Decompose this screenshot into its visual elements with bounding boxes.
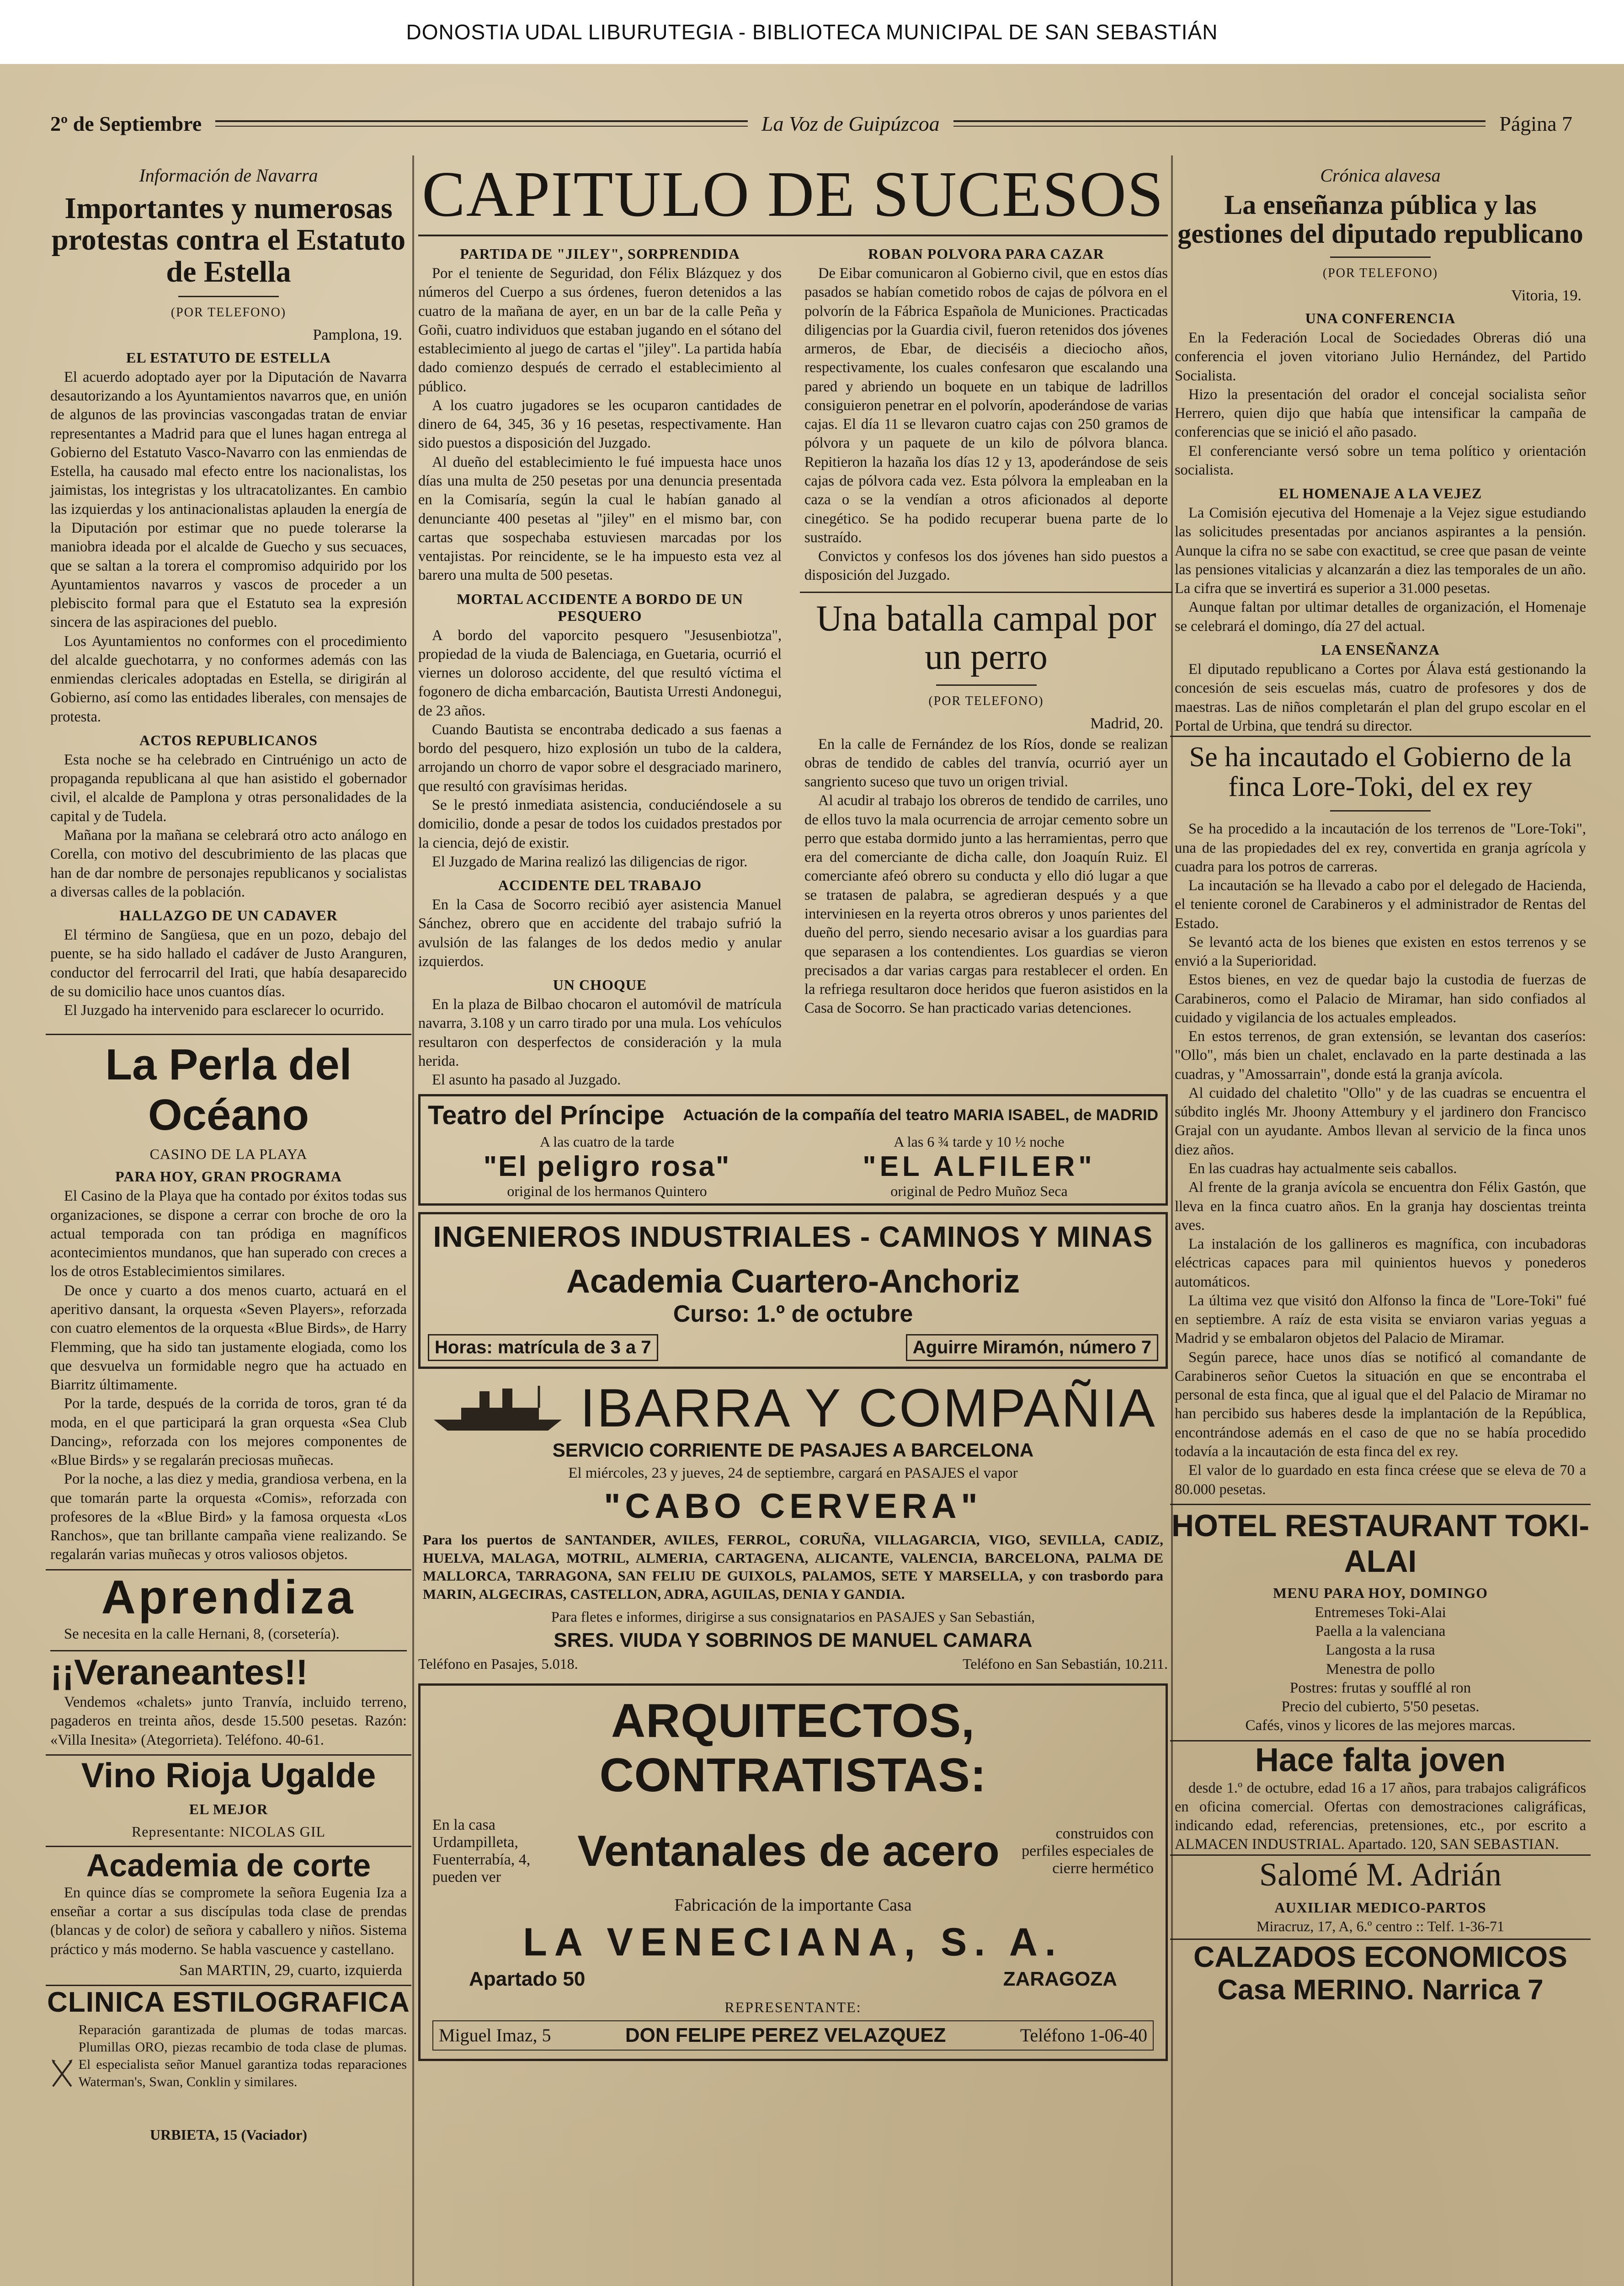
paragraph: Al frente de la granja avícola se encuentra don Félix Gastón, que lleva en la finca cuatro años. En la granja hay doscientas treinta aves. bbox=[1175, 1179, 1586, 1234]
ad-clinica-title: CLINICA ESTILOGRAFICA bbox=[46, 1985, 411, 2019]
dateline-place: Madrid, 20. bbox=[1090, 715, 1163, 732]
ad-academia-title: Academia de corte bbox=[46, 1846, 411, 1884]
paragraph: En la Casa de Socorro recibió ayer asistencia Manuel Sánchez, obrero que en accidente del trabajo sufrió la avulsión de las falanges de los dedos medio y anular izquierdos. bbox=[418, 897, 782, 970]
column-right bbox=[1170, 155, 1591, 2006]
paragraph: A los cuatro jugadores se les ocuparon cantidades de dinero de 64, 345, 36 y 16 pesetas, respectivamente. Han sido puestos a disposición del Juzgado. bbox=[418, 397, 782, 452]
paragraph: La instalación de los gallineros es magnífica, con incubadoras eléctricas capaces para mil quinientos huevos y ponederos automáticos. bbox=[1175, 1236, 1586, 1290]
column-left bbox=[46, 155, 411, 2143]
paragraph: Estos bienes, en vez de quedar bajo la custodia de fuerzas de Carabineros, como el Palacio de Miramar, han sido confiados al cuidado y vigilancia de los actuales empleados. bbox=[1175, 972, 1586, 1026]
ad-hotel-menu: MENU PARA HOY, DOMINGO bbox=[1273, 1584, 1488, 1601]
subheading: UNA CONFERENCIA bbox=[1305, 310, 1456, 326]
subheading: EL ESTATUTO DE ESTELLA bbox=[126, 349, 331, 366]
ad-hotel-title: HOTEL RESTAURANT TOKI-ALAI bbox=[1170, 1504, 1591, 1579]
ad-arquitectos-title: ARQUITECTOS, CONTRATISTAS: bbox=[599, 1694, 987, 1802]
ad-teatro-play: "El peligro rosa" bbox=[483, 1151, 731, 1183]
paragraph: Por la tarde, después de la corrida de toros, gran té da moda, en el que participará la gran orquesta «Sea Club Dancing», reforzada con los mejores componentes de «Blue Birds» y se regalarán preciosas muñecas. bbox=[50, 1395, 407, 1469]
dateline-place: Pamplona, 19. bbox=[313, 326, 402, 343]
ad-perla-title: La Perla del Océano bbox=[46, 1034, 411, 1140]
masthead-rule-left bbox=[215, 120, 748, 127]
paragraph: Mañana por la mañana se celebrará otro acto análogo en Corella, con motivo del descubrimiento de las placas que han de dar nombre de personajes republicanos y socialistas a diversas calles de la población. bbox=[50, 827, 407, 900]
ad-perla-subtitle: CASINO DE LA PLAYA bbox=[149, 1146, 308, 1163]
subheading: ACCIDENTE DEL TRABAJO bbox=[498, 877, 702, 894]
paragraph: El Juzgado ha intervenido para esclarecer lo ocurrido. bbox=[64, 1002, 384, 1019]
ad-salome-title: Salomé M. Adrián bbox=[1170, 1854, 1591, 1894]
newspaper-page bbox=[0, 64, 1624, 2286]
ad-clinica-address: URBIETA, 15 (Vaciador) bbox=[149, 2126, 307, 2143]
ad-teatro-title: Teatro del Príncipe bbox=[428, 1100, 665, 1131]
ad-arquitectos-city: ZARAGOZA bbox=[1003, 1967, 1117, 1990]
masthead-page: Página 7 bbox=[1499, 112, 1572, 135]
ad-ingenieros-hours: Horas: matrícula de 3 a 7 bbox=[428, 1334, 658, 1361]
ad-teatro-time: A las cuatro de la tarde bbox=[539, 1133, 675, 1150]
paragraph: Por la noche, a las diez y media, grandiosa verbena, en la que tomarán parte la orquesta «Comis», reforzada con profesores de la «Blue Bird» y la famosa orquesta «Los Ranchos», que tan brillante campaña viene realizando. Se regalarán varias muñecas y otros valiosos objetos. bbox=[50, 1471, 407, 1563]
divider bbox=[178, 296, 279, 297]
ad-arquitectos-box: Apartado 50 bbox=[469, 1967, 586, 1990]
fountain-pen-icon bbox=[50, 2021, 74, 2126]
ad-ibarra-agents: SRES. VIUDA Y SOBRINOS DE MANUEL CAMARA bbox=[554, 1629, 1033, 1651]
ad-ibarra-title: IBARRA Y COMPAÑIA bbox=[580, 1378, 1157, 1439]
ad-aprendiza-text: Se necesita en la calle Hernani, 8, (corsetería). bbox=[64, 1625, 340, 1642]
paragraph: Al acudir al trabajo los obreros de tendido de carriles, uno de ellos tuvo la mala ocurrencia de arrojar cemento sobre un perro que estaba dormido junto a las herramientas, perro que era del comerciante de dicha calle, don Joaquín Ruiz. El comerciante afeó obrero su conducta y ello dió lugar a que se tratasen de palabra, se agredieran después y a que interviniesen en la reyerta otros obreros y unos parientes del dueño del perro, siendo necesario avisar a los guardias para que separasen a los contendientes. Los guardias se vieron precisados a dar varias cargas para restablecer el orden. En la refriega resultaron doce heridos que fueron asistidos en la Casa de Socorro. Se han practicado varias detenciones. bbox=[804, 792, 1168, 1017]
subheading: ROBAN POLVORA PARA CAZAR bbox=[868, 246, 1104, 262]
article-headline: Importantes y numerosas protestas contra el Estatuto de Estella bbox=[51, 192, 406, 288]
ad-perla-subtitle: PARA HOY, GRAN PROGRAMA bbox=[115, 1168, 342, 1185]
paragraph: Convictos y confesos los dos jóvenes han sido puestos a disposición del Juzgado. bbox=[804, 548, 1168, 584]
ad-teatro-play: "EL ALFILER" bbox=[863, 1151, 1096, 1183]
ad-vino-title: Vino Rioja Ugalde bbox=[46, 1754, 411, 1795]
ad-ibarra-dates: El miércoles, 23 y jueves, 24 de septiembre, cargará en PASAJES el vapor bbox=[568, 1465, 1018, 1482]
ad-veraneantes-text: Vendemos «chalets» junto Tranvía, incluido terreno, pagaderos en treinta años, desde 15.500 pesetas. Razón: «Villa Inesita» (Ategorrieta). Teléfono. 40-61. bbox=[50, 1693, 407, 1748]
ad-arquitectos-rep-address: Miguel Imaz, 5 bbox=[439, 2025, 551, 2046]
paragraph: En la plaza de Bilbao chocaron el automóvil de matrícula navarra, 3.108 y un carro tirado por una mula. Los vehículos resultaron con desperfectos de consideración y la mula herida. bbox=[418, 996, 782, 1069]
ad-arquitectos-right: construidos con perfiles especiales de cierre hermético bbox=[1022, 1825, 1154, 1877]
paragraph: El Juzgado de Marina realizó las diligencias de rigor. bbox=[432, 853, 748, 870]
dateline-source: (POR TELEFONO) bbox=[170, 305, 287, 320]
ad-ingenieros-course: Curso: 1.º de octubre bbox=[673, 1301, 913, 1328]
ad-hotel-item: Cafés, vinos y licores de las mejores marcas. bbox=[1245, 1717, 1516, 1734]
dateline-place: Vitoria, 19. bbox=[1511, 287, 1581, 304]
ad-teatro-subtitle: Actuación de la compañía del teatro MARIA ISABEL, de MADRID bbox=[683, 1106, 1158, 1124]
ad-salome-subtitle: AUXILIAR MEDICO-PARTOS bbox=[1274, 1899, 1486, 1916]
paragraph: Se levantó acta de los bienes que existen en estos terrenos y se envió a la Superioridad. bbox=[1175, 934, 1586, 970]
subheading: EL HOMENAJE A LA VEJEZ bbox=[1278, 485, 1482, 502]
paragraph: La incautación se ha llevado a cabo por el delegado de Hacienda, el teniente coronel de Carabineros y el administrador de Rentas del Estado. bbox=[1175, 877, 1586, 932]
paragraph: Los Ayuntamientos no conformes con el procedimiento del alcalde guechotarra, y no conformes además con las enmiendas clericales adoptadas en Estella, se dirigirán al Gobierno, así como las entidades liberales, con mensajes de protesta. bbox=[50, 633, 407, 725]
paragraph: Al cuidado del chaletito "Ollo" y de las cuadras se encuentra el súbdito inglés Mr. Jhoony Attembury y el jardinero don Francisco Grajal con un ayudante. Ambos llevan al servicio de la finca unos diez años. bbox=[1175, 1084, 1586, 1158]
subheading: PARTIDA DE "JILEY", SORPRENDIDA bbox=[460, 246, 740, 262]
paragraph: Al dueño del establecimiento le fué impuesta hace unos días una multa de 250 pesetas por una denuncia presentada en la Comisaría, según la cual le habían ganado al denunciante 400 pesetas al "jiley" en el mismo bar, con cartas que sospechaba estuviesen marcadas por los ventajistas. Por reincidente, se le ha impuesto esta vez al barero una multa de 500 pesetas. bbox=[418, 454, 782, 584]
paragraph: De once y cuarto a dos menos cuarto, actuará en el aperitivo dansant, la orquesta «Seven Players», reforzada con cuatro elementos de la orquesta «Blue Birds», de Harry Flemming, que ha sido tan justamente elogiada, como los que desvuelva un formidable negro que ha actuado en Biarritz últimamente. bbox=[50, 1282, 407, 1394]
ad-teatro bbox=[418, 1094, 1168, 1206]
dateline-source: (POR TELEFONO) bbox=[1322, 266, 1438, 280]
ad-arquitectos-product: Ventanales de acero bbox=[577, 1826, 1000, 1875]
paragraph: A bordo del vaporcito pesquero "Jesusenbiotza", propiedad de la viuda de Balenciaga, en Guetaria, ocurrió el viernes un doloroso accidente, del que resultó víctima el fogonero de dicha embarcación, Bautista Urresti Andonegui, de 23 años. bbox=[418, 627, 782, 719]
subheading: UN CHOQUE bbox=[553, 977, 647, 993]
ad-ibarra-phone: Teléfono en Pasajes, 5.018. bbox=[418, 1655, 578, 1672]
paragraph: En estos terrenos, de gran extensión, se levantan dos caseríos: "Ollo", más bien un chalet, enclavado en la parte destinada a las cuadras, y "Amossarrain", donde está la granja avícola. bbox=[1175, 1028, 1586, 1083]
ad-calzados-title: CALZADOS ECONOMICOS bbox=[1170, 1939, 1591, 1974]
ad-arquitectos-rep-label: REPRESENTANTE: bbox=[724, 1998, 862, 2015]
paragraph: El término de Sangüesa, que en un pozo, debajo del puente, se ha sido hallado el cadáver de Justo Aranguren, conductor del ferrocarril del Irati, que había desaparecido de su domicilio hace unos cuantos días. bbox=[50, 927, 407, 1000]
ad-ibarra-phone: Teléfono en San Sebastián, 10.211. bbox=[963, 1655, 1168, 1672]
ad-hotel-item: Postres: frutas y soufflé al ron bbox=[1289, 1679, 1471, 1696]
paragraph: De Eibar comunicaron al Gobierno civil, que en estos días pasados se habían cometido robos de cajas de pólvora en el polvorín de la Fábrica Española de Municiones. Practicadas diligencias por la Guardia civil, fueron retenidos dos jóvenes armeros, de Ebar, de dieciséis a dieciocho años, respectivamente, los cuales confesaron que escalando una pared y abriendo un boquete en un tabique de ladrillos consiguieron penetrar en el polvorín, apoderándose de varias cajas. El día 11 se llevaron cuatro cajas con 250 gramos de pólvora y un paquete de un kilo de pólvora blanca. Repitieron la hazaña los días 12 y 13, apoderándose de seis cajas de pólvora cada vez. Esta pólvora la empleaban en la caza o se la vendían a otros aficionados al deporte cinegético. Se ha podido recuperar buena parte de lo sustraído. bbox=[804, 265, 1168, 546]
masthead-rule-right bbox=[953, 120, 1486, 127]
column-center bbox=[414, 155, 1172, 2067]
ad-vino-line: EL MEJOR bbox=[189, 1800, 268, 1817]
paragraph: En las cuadras hay actualmente seis caballos. bbox=[1188, 1160, 1457, 1177]
ad-ibarra-service: SERVICIO CORRIENTE DE PASAJES A BARCELONA bbox=[552, 1439, 1034, 1461]
masthead-paper: La Voz de Guipúzcoa bbox=[761, 112, 940, 135]
ad-arquitectos-left: En la casa Urdampilleta, Fuenterrabía, 4, pueden ver bbox=[432, 1816, 531, 1885]
paragraph: Aunque faltan por ultimar detalles de organización, el Homenaje se celebrará el domingo, día 27 del actual. bbox=[1175, 599, 1586, 635]
ad-hotel-item: Langosta a la rusa bbox=[1326, 1642, 1435, 1659]
subheading: ACTOS REPUBLICANOS bbox=[139, 732, 318, 748]
article-headline: Una batalla campal por un perro bbox=[800, 592, 1172, 676]
dateline-source: (POR TELEFONO) bbox=[928, 694, 1044, 708]
ad-teatro-author: original de los hermanos Quintero bbox=[507, 1183, 707, 1200]
subheading: HALLAZGO DE UN CADAVER bbox=[119, 907, 338, 924]
ad-ingenieros-academy: Academia Cuartero-Anchoriz bbox=[566, 1263, 1020, 1300]
ad-veraneantes-title: ¡¡Veraneantes!! bbox=[50, 1650, 407, 1693]
article-headline: Se ha incautado el Gobierno de la finca Lore-Toki, del ex rey bbox=[1170, 736, 1591, 802]
ad-academia-text: En quince días se compromete la señora Eugenia Iza a enseñar a cortar a sus discípulas toda clase de prendas (blancas y de color) de señora y caballero y niños. Sistema práctico y más moderno. Se habla vascuence y castellano. bbox=[50, 1884, 407, 1958]
paragraph: Esta noche se ha celebrado en Cintruénigo un acto de propaganda republicana al que han asistido el gobernador civil, el alcalde de Pamplona y otras personalidades de la capital y de Tudela. bbox=[50, 751, 407, 825]
ad-academia-address: San MARTIN, 29, cuarto, izquierda bbox=[179, 1961, 402, 1979]
paragraph: Por el teniente de Seguridad, don Félix Blázquez y dos números del Cuerpo a sus órdenes, fueron detenidos a las cuatro de la mañana de ayer, en un bar de la calle Peña y Goñi, cuatro individuos que estaban jugando en el sótano del establecimiento al juego de cartas el "jiley". La partida había dado comienzo después de cerrado el establecimiento al público. bbox=[418, 265, 782, 395]
steamship-icon bbox=[429, 1383, 566, 1433]
ad-ingenieros bbox=[418, 1212, 1168, 1369]
ad-hotel-item: Entremeses Toki-Alai bbox=[1315, 1604, 1446, 1621]
paragraph: Se ha procedido a la incautación de los terrenos de "Lore-Toki", una de las propiedades del ex rey, convertida en granja agrícola y cuadra para los potros de carreras. bbox=[1175, 821, 1586, 875]
ad-teatro-author: original de Pedro Muñoz Seca bbox=[890, 1183, 1068, 1200]
ad-hotel-item: Paella a la valenciana bbox=[1315, 1623, 1446, 1640]
paragraph: El Casino de la Playa que ha contado por éxitos todas sus organizaciones, se dispone a cerrar con broche de oro la actual temporada con tan pródiga en magníficos acontecimientos mundanos, que han superado con creces a los de otros Establecimientos similares. bbox=[50, 1188, 407, 1280]
ad-ingenieros-title: INGENIEROS INDUSTRIALES - CAMINOS Y MINAS bbox=[433, 1220, 1153, 1254]
section-title: Crónica alavesa bbox=[1320, 165, 1441, 186]
paragraph: El diputado republicano a Cortes por Álava está gestionando la concesión de seis escuelas más, cuatro de profesores y dos de maestras. Las de niños completarán el plan del grupo escolar en el Portal de Urbina, que tendrá su director. bbox=[1175, 661, 1586, 734]
masthead-date: 2º de Septiembre bbox=[50, 112, 202, 135]
ad-ibarra bbox=[418, 1377, 1168, 1672]
ad-arquitectos-company: LA VENECIANA, S. A. bbox=[523, 1920, 1063, 1964]
paragraph: El conferenciante versó sobre un tema político y orientación socialista. bbox=[1175, 443, 1586, 478]
ad-calzados-address: Casa MERINO. Narrica 7 bbox=[1217, 1974, 1544, 2006]
paragraph: Cuando Bautista se encontraba dedicado a sus faenas a bordo del pesquero, hizo explosión un tubo de la caldera, arrojando un chorro de vapor sobre el desgraciado marinero, que resultó con gravísimas heridas. bbox=[418, 721, 782, 795]
ad-arquitectos-rep-phone: Teléfono 1-06-40 bbox=[1020, 2025, 1147, 2046]
ad-aprendiza-title: Aprendiza bbox=[46, 1569, 411, 1625]
ad-arquitectos-rep-name: DON FELIPE PEREZ VELAZQUEZ bbox=[625, 2024, 946, 2046]
section-title: Información de Navarra bbox=[139, 165, 318, 186]
ad-joven-text: desde 1.º de octubre, edad 16 a 17 años, para trabajos caligráficos en oficina comercial. Ofertas con demostraciones caligráficas, indicando edad, referencias, pretensiones, etc., por escrito a ALMACEN INDUSTRIAL. Apartado. 120, SAN SEBASTIAN. bbox=[1175, 1779, 1586, 1853]
ad-hotel-item: Menestra de pollo bbox=[1326, 1661, 1435, 1677]
ad-hotel-item: Precio del cubierto, 5'50 pesetas. bbox=[1281, 1698, 1480, 1715]
paragraph: La última vez que visitó don Alfonso la finca de "Lore-Toki" fué en septiembre. A raíz de esta visita se enviaron varias yeguas a Madrid y se embalaron objetos del Palacio de Miramar. bbox=[1175, 1292, 1586, 1347]
paragraph: La Comisión ejecutiva del Homenaje a la Vejez sigue estudiando las solicitudes presentadas por ancianos aspirantes a la pensión. Aunque la cifra no se sabe con exactitud, se cree que pasan de veinte las pensiones vitalicias y alcanzarán a diez las temporales de un año. La cifra que se invertirá es superior a 31.000 pesetas. bbox=[1175, 505, 1586, 597]
ad-ibarra-ports: Para los puertos de SANTANDER, AVILES, FERROL, CORUÑA, VILLAGARCIA, VIGO, SEVILLA, CADIZ, HUELVA, MALAGA, MOTRIL, ALMERIA, CARTAGENA, ALICANTE, VALENCIA, BARCELONA, PALMA DE MALLORCA, TARRAGONA, SAN FELIU DE GUIXOLS, PALAMOS, SETE Y MARSELLA, y con trasbordo para MARIN, ALGECIRAS, CASTELLON, ADRA, AGUILAS, DENIA Y GANDIA. bbox=[423, 1532, 1163, 1602]
subheading: LA ENSEÑANZA bbox=[1320, 641, 1440, 658]
ad-ibarra-info: Para fletes e informes, dirigirse a sus consignatarios en PASAJES y San Sebastián, bbox=[551, 1608, 1035, 1625]
archive-header: DONOSTIA UDAL LIBURUTEGIA - BIBLIOTECA MUNICIPAL DE SAN SEBASTIÁN bbox=[0, 0, 1624, 64]
ad-ingenieros-address: Aguirre Miramón, número 7 bbox=[906, 1334, 1158, 1361]
article-headline: La enseñanza pública y las gestiones del diputado republicano bbox=[1177, 190, 1583, 249]
paragraph: El asunto ha pasado al Juzgado. bbox=[432, 1072, 621, 1089]
ad-vino-line: Representante: NICOLAS GIL bbox=[131, 1823, 326, 1840]
paragraph: Se le prestó inmediata asistencia, conduciéndosele a su domicilio, donde a pesar de todos los cuidados prestados por la ciencia, dejó de existir. bbox=[418, 797, 782, 851]
ad-ibarra-ship: "CABO CERVERA" bbox=[604, 1487, 982, 1526]
ad-joven-title: Hace falta joven bbox=[1170, 1740, 1591, 1779]
paragraph: El acuerdo adoptado ayer por la Diputación de Navarra desautorizando a los Ayuntamientos navarros que, en unión de algunos de las provincias vascongadas tratan de enviar representantes a Madrid para que el lunes hagan entrega al Gobierno del Estatuto Vasco-Navarro con las enmiendas de Estella, ha causado mal efecto entre los nacionalistas, los jaimistas, los integristas y los ultracatolizantes. En cambio las izquierdas y los antinacionalistas aplauden la energía de la Diputación por estimar que no puede tolerarse la maniobra ideada por el alcalde de Guecho y sus secuaces, que se saltan a la torera el compromiso adquirido por los Ayuntamientos navarros y vascos de proceder a un plebiscito formal para que el Estatuto sea la expresión sincera de las aspiraciones del pueblo. bbox=[50, 369, 407, 631]
ad-salome-address: Miracruz, 17, A, 6.º centro :: Telf. 1-36-71 bbox=[1256, 1917, 1505, 1934]
masthead bbox=[50, 107, 1572, 139]
ad-teatro-time: A las 6 ¾ tarde y 10 ½ noche bbox=[894, 1133, 1065, 1150]
subheading: MORTAL ACCIDENTE A BORDO DE UN PESQUERO bbox=[457, 590, 743, 624]
paragraph: En la Federación Local de Sociedades Obreras dió una conferencia el joven vitoriano Julio Hernández, del Partido Socialista. bbox=[1175, 330, 1586, 384]
paragraph: Según parece, hace unos días se notificó al comandante de Carabineros señor Cuetos la situación en que se encontraba el personal de esta finca, que al igual que el del Palacio de Miramar no han percibido sus haberes desde la implantación de la República, encontrándose además en el caso de que no se había procedido todavía a la incautación de esta finca del ex rey. bbox=[1175, 1349, 1586, 1460]
article-headline: CAPITULO DE SUCESOS bbox=[422, 158, 1164, 230]
ad-arquitectos bbox=[418, 1683, 1168, 2061]
ad-clinica-text: Reparación garantizada de plumas de todas marcas. Plumillas ORO, piezas recambio de toda clase de plumas. El especialista señor Manuel garantiza todas reparaciones Waterman's, Swan, Conklin y similares. bbox=[78, 2022, 407, 2090]
paragraph: En la calle de Fernández de los Ríos, donde se realizan obras de tendido de cables del tranvía, ocurrió ayer un sangriento suceso que tuvo un origen trivial. bbox=[804, 736, 1168, 790]
paragraph: Hizo la presentación del orador el concejal socialista señor Herrero, quien dijo que había que intensificar la campaña de conferencias que se inició el año pasado. bbox=[1175, 386, 1586, 441]
paragraph: El valor de lo guardado en esta finca créese que se eleva de 70 a 80.000 pesetas. bbox=[1175, 1462, 1586, 1498]
ad-arquitectos-fab: Fabricación de la importante Casa bbox=[674, 1895, 912, 1915]
